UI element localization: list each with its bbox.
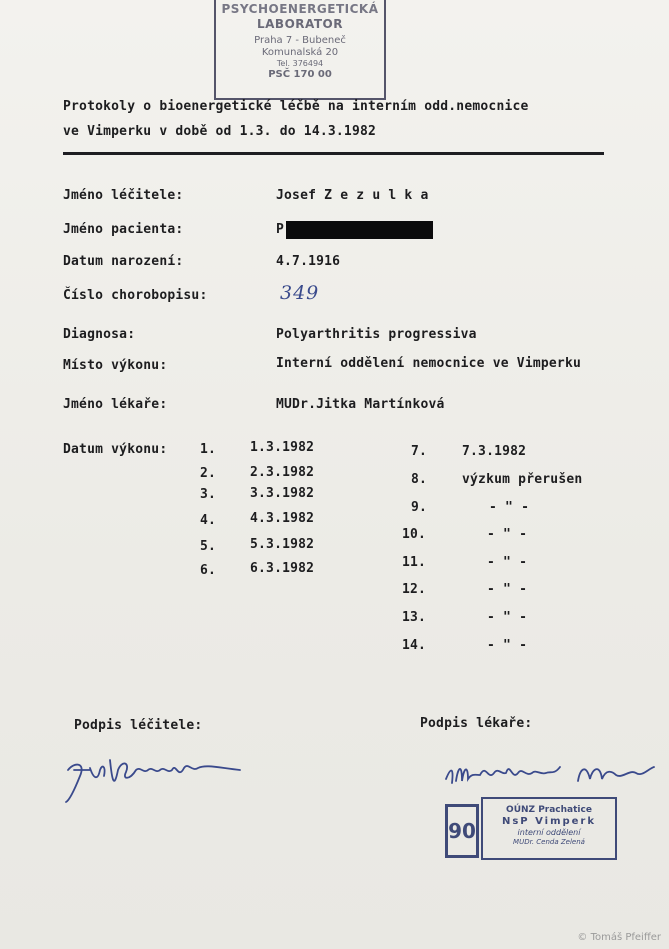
session-number: 7. bbox=[411, 444, 428, 459]
patient-label: Jméno pacienta: bbox=[63, 222, 184, 237]
session-date: - " - bbox=[489, 500, 530, 515]
healer-signature bbox=[60, 740, 260, 810]
session-date: - " - bbox=[487, 527, 528, 542]
doctor-signature bbox=[440, 745, 665, 795]
stamp-line-2: LABORATOR bbox=[256, 17, 343, 31]
session-date: 6.3.1982 bbox=[250, 561, 315, 576]
session-number: 4. bbox=[200, 513, 217, 528]
session-number: 2. bbox=[200, 466, 217, 481]
session-number: 13. bbox=[402, 610, 427, 625]
session-number: 8. bbox=[411, 472, 428, 487]
patient-value: P bbox=[276, 222, 285, 237]
healer-label: Jméno léčitele: bbox=[63, 188, 184, 203]
stamp-number: 90 bbox=[445, 804, 479, 858]
session-number: 14. bbox=[402, 638, 427, 653]
stamp-line-4: MUDr. Cenda Zelená bbox=[513, 838, 585, 846]
document-title-line-1: Protokoly o bioenergetické léčbě na interním odd.nemocnice bbox=[63, 99, 529, 114]
record-value: 349 bbox=[280, 282, 320, 304]
stamp-line-3: Praha 7 - Bubeneč bbox=[254, 35, 346, 46]
diagnosis-label: Diagnosa: bbox=[63, 327, 136, 342]
session-date: 5.3.1982 bbox=[250, 537, 315, 552]
doctor-value: MUDr.Jitka Martínková bbox=[276, 397, 445, 412]
session-number: 3. bbox=[200, 487, 217, 502]
sessions-label: Datum výkonu: bbox=[63, 442, 168, 457]
session-date: výzkum přerušen bbox=[462, 472, 583, 487]
stamp-box bbox=[481, 797, 617, 860]
session-number: 11. bbox=[402, 555, 427, 570]
doctor-label: Jméno lékaře: bbox=[63, 397, 168, 412]
document-title-line-2: ve Vimperku v době od 1.3. do 14.3.1982 bbox=[63, 124, 377, 139]
place-label: Místo výkonu: bbox=[63, 358, 168, 373]
session-date: 4.3.1982 bbox=[250, 511, 315, 526]
redaction-bar bbox=[286, 221, 433, 239]
stamp-line-2: NsP Vimperk bbox=[501, 816, 597, 827]
diagnosis-value: Polyarthritis progressiva bbox=[276, 327, 477, 342]
session-date: 7.3.1982 bbox=[462, 444, 527, 459]
birth-label: Datum narození: bbox=[63, 254, 184, 269]
session-date: - " - bbox=[487, 555, 528, 570]
doctor-signature-label: Podpis lékaře: bbox=[420, 716, 533, 731]
copyright-watermark: © Tomáš Pfeiffer bbox=[577, 932, 661, 943]
session-number: 1. bbox=[200, 442, 217, 457]
stamp-line-4: Komunalská 20 bbox=[261, 47, 339, 58]
session-number: 10. bbox=[402, 527, 427, 542]
birth-value: 4.7.1916 bbox=[276, 254, 341, 269]
record-label: Číslo chorobopisu: bbox=[63, 288, 208, 303]
stamp-line-1: OÚNZ Prachatice bbox=[506, 805, 592, 815]
healer-value: Josef Z e z u l k a bbox=[276, 188, 429, 203]
stamp-line-1: PSYCHOENERGETICKÁ bbox=[221, 2, 379, 16]
place-value: Interní oddělení nemocnice ve Vimperku bbox=[276, 356, 582, 371]
stamp-line-5: Tel. 376494 bbox=[276, 59, 324, 68]
session-date: 3.3.1982 bbox=[250, 486, 315, 501]
stamp-line-3: interní oddělení bbox=[517, 828, 581, 837]
hospital-stamp bbox=[445, 797, 617, 863]
session-number: 9. bbox=[411, 500, 428, 515]
title-divider bbox=[63, 152, 604, 155]
session-date: - " - bbox=[487, 638, 528, 653]
session-date: - " - bbox=[487, 610, 528, 625]
laboratory-stamp bbox=[214, 0, 386, 100]
session-number: 6. bbox=[200, 563, 217, 578]
session-number: 5. bbox=[200, 539, 217, 554]
session-number: 12. bbox=[402, 582, 427, 597]
session-date: - " - bbox=[487, 582, 528, 597]
stamp-line-6: PSČ 170 00 bbox=[268, 69, 332, 80]
session-date: 2.3.1982 bbox=[250, 465, 315, 480]
session-date: 1.3.1982 bbox=[250, 440, 315, 455]
healer-signature-label: Podpis léčitele: bbox=[74, 718, 203, 733]
